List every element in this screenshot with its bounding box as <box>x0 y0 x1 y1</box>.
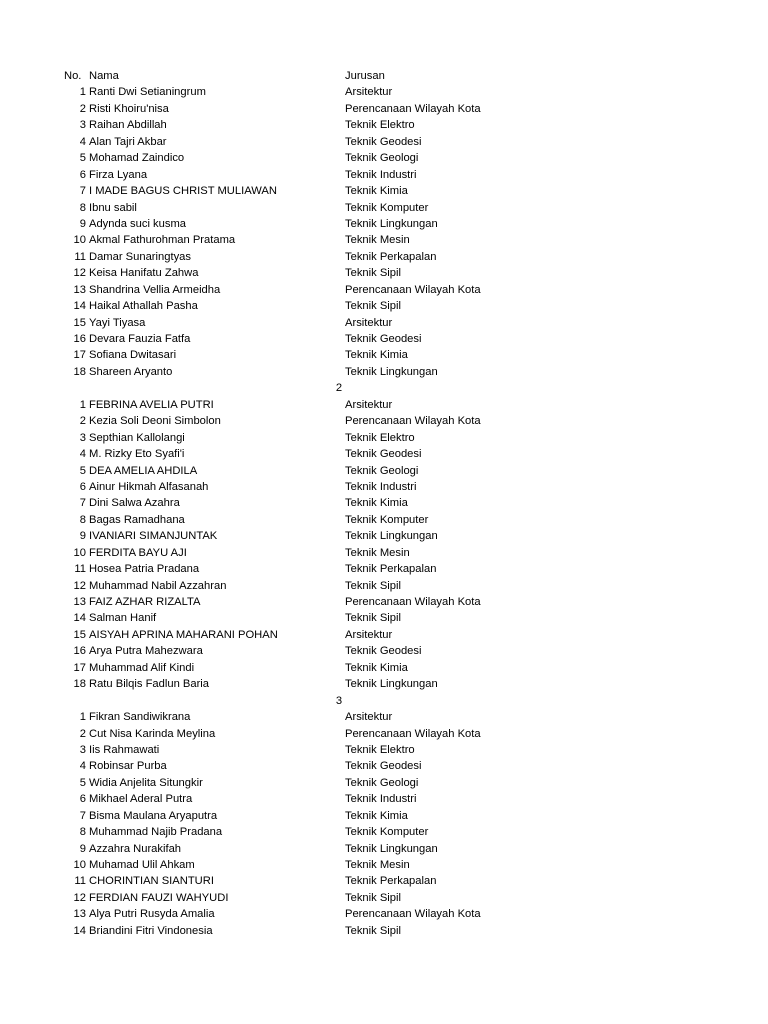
student-row <box>0 512 768 528</box>
row-number: 8 <box>79 513 86 526</box>
student-major: Teknik Geodesi <box>345 333 422 345</box>
student-row <box>0 709 768 725</box>
student-name: Septhian Kallolangi <box>89 431 185 444</box>
row-number: 5 <box>79 152 86 165</box>
student-name: Risti Khoiru'nisa <box>89 102 169 115</box>
student-name: FEBRINA AVELIA PUTRI <box>89 398 214 411</box>
student-major: Teknik Mesin <box>345 859 410 871</box>
row-number: 1 <box>79 711 86 724</box>
row-number: 2 <box>79 727 86 740</box>
student-name: Sofiana Dwitasari <box>89 349 177 362</box>
student-name: FERDIAN FAUZI WAHYUDI <box>89 891 229 904</box>
student-name: Muhammad Alif Kindi <box>89 661 195 674</box>
student-name: Cut Nisa Karinda Meylina <box>89 727 216 740</box>
student-major: Perencanaan Wilayah Kota <box>345 596 481 608</box>
student-name: Ratu Bilqis Fadlun Baria <box>89 678 210 691</box>
student-name: CHORINTIAN SIANTURI <box>89 875 214 888</box>
student-major: Arsitektur <box>345 711 393 724</box>
student-list-sheet <box>0 68 768 939</box>
row-number: 12 <box>73 267 86 280</box>
student-name: Shareen Aryanto <box>89 365 173 378</box>
student-name: Mikhael Aderal Putra <box>89 793 193 806</box>
student-row <box>0 364 768 380</box>
student-row <box>0 232 768 248</box>
row-number: 10 <box>73 546 86 559</box>
student-name: Hosea Patria Pradana <box>89 563 200 576</box>
student-name: DEA AMELIA AHDILA <box>89 464 198 477</box>
student-major: Teknik Komputer <box>345 201 429 214</box>
student-major: Arsitektur <box>345 628 393 641</box>
header-row <box>0 68 768 84</box>
row-number: 14 <box>73 924 86 937</box>
group-separator-row <box>0 380 768 396</box>
row-number: 6 <box>79 480 86 493</box>
student-major: Teknik Geodesi <box>345 135 422 148</box>
student-row <box>0 594 768 610</box>
student-major: Perencanaan Wilayah Kota <box>345 102 481 115</box>
row-number: 6 <box>79 793 86 806</box>
student-row <box>0 873 768 889</box>
student-row <box>0 561 768 577</box>
student-major: Teknik Perkapalan <box>345 250 437 263</box>
student-row <box>0 331 768 347</box>
student-major: Teknik Sipil <box>345 267 401 280</box>
student-major: Teknik Geologi <box>345 776 419 789</box>
row-number: 1 <box>79 398 86 411</box>
row-number: 11 <box>74 250 86 263</box>
student-name: Kezia Soli Deoni Simbolon <box>89 415 221 428</box>
student-row <box>0 906 768 922</box>
student-name: Ainur Hikmah Alfasanah <box>89 480 209 493</box>
student-major: Teknik Geologi <box>345 152 419 165</box>
student-major: Perencanaan Wilayah Kota <box>345 908 481 921</box>
student-row <box>0 610 768 626</box>
student-row <box>0 627 768 643</box>
row-number: 14 <box>73 612 86 625</box>
student-name: FERDITA BAYU AJI <box>89 546 187 559</box>
student-major: Teknik Lingkungan <box>345 365 438 378</box>
student-major: Perencanaan Wilayah Kota <box>345 415 481 428</box>
student-major: Teknik Elektro <box>345 119 415 132</box>
row-number: 4 <box>79 135 86 148</box>
student-major: Teknik Kimia <box>345 497 408 510</box>
row-number: 7 <box>79 809 86 822</box>
student-major: Teknik Geodesi <box>345 448 422 461</box>
student-row <box>0 347 768 363</box>
student-name: Devara Fauzia Fatfa <box>89 333 191 345</box>
row-number: 7 <box>79 185 86 198</box>
student-row <box>0 495 768 511</box>
student-row <box>0 676 768 692</box>
row-number: 10 <box>73 234 86 247</box>
student-name: Robinsar Purba <box>89 760 167 773</box>
student-row <box>0 463 768 479</box>
student-major: Arsitektur <box>345 398 393 411</box>
student-major: Teknik Kimia <box>345 185 408 198</box>
student-name: Haikal Athallah Pasha <box>89 300 198 313</box>
row-number: 4 <box>79 760 86 773</box>
student-row <box>0 134 768 150</box>
student-major: Teknik Komputer <box>345 826 429 839</box>
row-number: 13 <box>73 283 86 296</box>
student-name: AISYAH APRINA MAHARANI POHAN <box>89 628 278 641</box>
student-row <box>0 857 768 873</box>
column-header-no: No. <box>64 70 82 82</box>
student-name: Muhammad Nabil Azzahran <box>89 579 227 592</box>
student-major: Arsitektur <box>345 316 393 329</box>
student-name: Salman Hanif <box>89 612 157 625</box>
student-row <box>0 791 768 807</box>
student-major: Teknik Kimia <box>345 661 408 674</box>
student-name: Yayi Tiyasa <box>89 316 146 329</box>
student-row <box>0 923 768 939</box>
student-name: Damar Sunaringtyas <box>89 250 191 263</box>
row-number: 8 <box>79 201 86 214</box>
student-major: Teknik Mesin <box>345 546 410 559</box>
student-major: Teknik Lingkungan <box>345 678 438 691</box>
student-row <box>0 775 768 791</box>
row-number: 3 <box>79 743 86 756</box>
row-number: 16 <box>73 333 86 345</box>
student-major: Teknik Lingkungan <box>345 842 438 855</box>
student-major: Teknik Industri <box>345 793 417 806</box>
group-number: 3 <box>335 694 343 707</box>
student-row <box>0 841 768 857</box>
student-name: Alan Tajri Akbar <box>89 135 167 148</box>
student-row <box>0 183 768 199</box>
column-header-major: Jurusan <box>345 70 385 82</box>
row-number: 17 <box>73 661 86 674</box>
student-row <box>0 249 768 265</box>
student-row <box>0 578 768 594</box>
row-number: 12 <box>73 579 86 592</box>
row-number: 15 <box>73 316 86 329</box>
row-number: 1 <box>79 86 86 99</box>
student-row <box>0 101 768 117</box>
student-major: Teknik Sipil <box>345 300 401 313</box>
student-major: Teknik Kimia <box>345 809 408 822</box>
student-major: Perencanaan Wilayah Kota <box>345 727 481 740</box>
student-name: Iis Rahmawati <box>89 743 160 756</box>
student-name: Arya Putra Mahezwara <box>89 645 203 658</box>
student-row <box>0 298 768 314</box>
student-name: Alya Putri Rusyda Amalia <box>89 908 215 921</box>
group-separator-row <box>0 693 768 709</box>
student-major: Teknik Geodesi <box>345 760 422 773</box>
student-major: Teknik Sipil <box>345 924 401 937</box>
student-name: Bisma Maulana Aryaputra <box>89 809 218 822</box>
student-name: Muhamad Ulil Ahkam <box>89 859 195 871</box>
row-number: 18 <box>73 365 86 378</box>
row-number: 6 <box>79 168 86 181</box>
student-row <box>0 397 768 413</box>
student-row <box>0 742 768 758</box>
row-number: 9 <box>79 842 86 855</box>
student-row <box>0 446 768 462</box>
student-major: Teknik Sipil <box>345 579 401 592</box>
student-row <box>0 824 768 840</box>
row-number: 2 <box>79 102 86 115</box>
row-number: 10 <box>73 859 86 871</box>
student-major: Teknik Industri <box>345 168 417 181</box>
row-number: 2 <box>79 415 86 428</box>
student-name: Adynda suci kusma <box>89 217 187 230</box>
row-number: 16 <box>73 645 86 658</box>
student-major: Perencanaan Wilayah Kota <box>345 283 481 296</box>
row-number: 17 <box>73 349 86 362</box>
student-major: Teknik Mesin <box>345 234 410 247</box>
row-number: 18 <box>73 678 86 691</box>
student-row <box>0 660 768 676</box>
student-name: FAIZ AZHAR RIZALTA <box>89 596 201 608</box>
row-number: 4 <box>79 448 86 461</box>
student-row <box>0 890 768 906</box>
student-major: Teknik Industri <box>345 480 417 493</box>
student-major: Teknik Kimia <box>345 349 408 362</box>
student-name: Akmal Fathurohman Pratama <box>89 234 236 247</box>
row-number: 5 <box>79 464 86 477</box>
student-name: Shandrina Vellia Armeidha <box>89 283 221 296</box>
row-number: 14 <box>73 300 86 313</box>
student-name: Briandini Fitri Vindonesia <box>89 924 213 937</box>
student-major: Teknik Perkapalan <box>345 875 437 888</box>
student-row <box>0 430 768 446</box>
student-name: Keisa Hanifatu Zahwa <box>89 267 199 280</box>
student-rows <box>0 84 768 939</box>
student-name: M. Rizky Eto Syafi'i <box>89 448 185 461</box>
student-row <box>0 315 768 331</box>
student-name: Azzahra Nurakifah <box>89 842 182 855</box>
student-name: Dini Salwa Azahra <box>89 497 180 510</box>
group-number: 2 <box>335 382 343 395</box>
row-number: 9 <box>79 530 86 543</box>
column-header-name: Nama <box>89 70 119 82</box>
student-name: Widia Anjelita Situngkir <box>89 776 203 789</box>
student-row <box>0 545 768 561</box>
student-row <box>0 150 768 166</box>
row-number: 13 <box>73 908 86 921</box>
row-number: 11 <box>74 563 86 576</box>
student-row <box>0 84 768 100</box>
row-number: 9 <box>79 217 86 230</box>
student-row <box>0 808 768 824</box>
student-row <box>0 117 768 133</box>
student-row <box>0 479 768 495</box>
student-row <box>0 167 768 183</box>
row-number: 11 <box>74 875 86 888</box>
student-row <box>0 726 768 742</box>
student-name: Fikran Sandiwikrana <box>89 711 191 724</box>
student-row <box>0 265 768 281</box>
student-major: Teknik Geodesi <box>345 645 422 658</box>
student-name: Muhammad Najib Pradana <box>89 826 223 839</box>
student-major: Teknik Perkapalan <box>345 563 437 576</box>
student-major: Teknik Komputer <box>345 513 429 526</box>
row-number: 3 <box>79 431 86 444</box>
row-number: 5 <box>79 776 86 789</box>
student-name: Raihan Abdillah <box>89 119 167 132</box>
row-number: 13 <box>73 596 86 608</box>
student-major: Teknik Elektro <box>345 431 415 444</box>
student-name: Bagas Ramadhana <box>89 513 185 526</box>
row-number: 3 <box>79 119 86 132</box>
student-name: IVANIARI SIMANJUNTAK <box>89 530 218 543</box>
student-row <box>0 413 768 429</box>
student-row <box>0 200 768 216</box>
student-row <box>0 758 768 774</box>
student-name: Firza Lyana <box>89 168 148 181</box>
student-major: Teknik Elektro <box>345 743 415 756</box>
student-row <box>0 216 768 232</box>
student-name: Mohamad Zaindico <box>89 152 185 165</box>
student-major: Teknik Geologi <box>345 464 419 477</box>
student-name: I MADE BAGUS CHRIST MULIAWAN <box>89 185 277 198</box>
row-number: 7 <box>79 497 86 510</box>
student-major: Teknik Lingkungan <box>345 217 438 230</box>
student-name: Ranti Dwi Setianingrum <box>89 86 206 99</box>
student-row <box>0 528 768 544</box>
student-major: Teknik Sipil <box>345 612 401 625</box>
student-name: Ibnu sabil <box>89 201 137 214</box>
student-major: Teknik Sipil <box>345 891 401 904</box>
row-number: 15 <box>73 628 86 641</box>
student-major: Arsitektur <box>345 86 393 99</box>
row-number: 12 <box>73 891 86 904</box>
row-number: 8 <box>79 826 86 839</box>
student-row <box>0 643 768 659</box>
student-major: Teknik Lingkungan <box>345 530 438 543</box>
student-row <box>0 282 768 298</box>
